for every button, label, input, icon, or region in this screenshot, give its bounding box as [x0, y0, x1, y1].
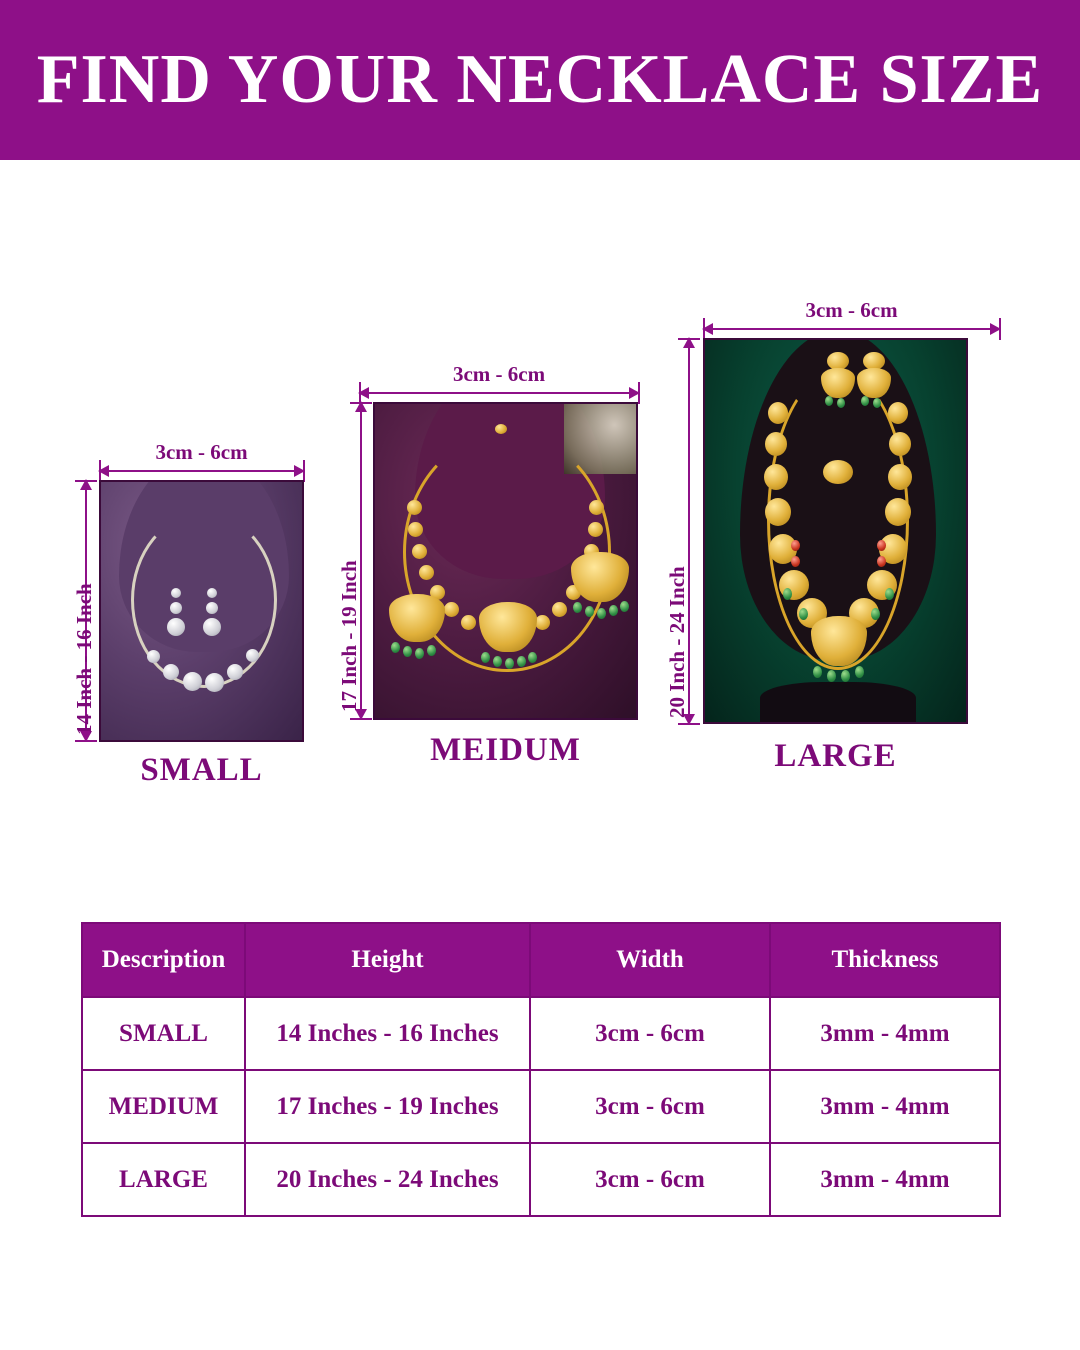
table-cell-height: 20 Inches - 24 Inches [245, 1143, 530, 1216]
table-cell-height: 17 Inches - 19 Inches [245, 1070, 530, 1143]
small-card-caption: SMALL [140, 752, 263, 788]
size-cards-area [0, 160, 1080, 900]
table-header-description: Description [82, 923, 245, 997]
table-row [82, 1143, 1000, 1216]
small-height-label: 14 Inch - 16 Inch [72, 583, 96, 735]
table-cell-description: MEDIUM [82, 1070, 245, 1143]
table-cell-width: 3cm - 6cm [530, 997, 770, 1070]
table-row [82, 1070, 1000, 1143]
small-necklace-photo [99, 480, 304, 742]
medium-width-arrow [359, 392, 639, 394]
page-title: FIND YOUR NECKLACE SIZE [36, 41, 1044, 118]
medium-necklace-photo [373, 402, 638, 720]
medium-card-caption: MEIDUM [430, 732, 581, 768]
table-cell-height: 14 Inches - 16 Inches [245, 997, 530, 1070]
large-width-arrow [703, 328, 1000, 330]
table-cell-description: LARGE [82, 1143, 245, 1216]
large-card-caption: LARGE [774, 738, 897, 774]
table-cell-description: SMALL [82, 997, 245, 1070]
large-necklace-photo [703, 338, 968, 724]
large-height-label: 20 Inch - 24 Inch [665, 566, 689, 718]
table-cell-width: 3cm - 6cm [530, 1143, 770, 1216]
size-chart-table [81, 922, 1001, 1217]
medium-width-label: 3cm - 6cm [452, 362, 546, 386]
table-row [82, 997, 1000, 1070]
table-cell-thickness: 3mm - 4mm [770, 1070, 1000, 1143]
table-header-height: Height [245, 923, 530, 997]
medium-height-label: 17 Inch - 19 Inch [337, 560, 361, 712]
table-header-thickness: Thickness [770, 923, 1000, 997]
table-header-row [82, 923, 1000, 997]
large-width-label: 3cm - 6cm [805, 298, 898, 322]
small-width-label: 3cm - 6cm [155, 440, 248, 464]
header-band [0, 0, 1080, 160]
table-cell-width: 3cm - 6cm [530, 1070, 770, 1143]
table-cell-thickness: 3mm - 4mm [770, 1143, 1000, 1216]
table-cell-thickness: 3mm - 4mm [770, 997, 1000, 1070]
table-header-width: Width [530, 923, 770, 997]
small-width-arrow [99, 470, 304, 472]
